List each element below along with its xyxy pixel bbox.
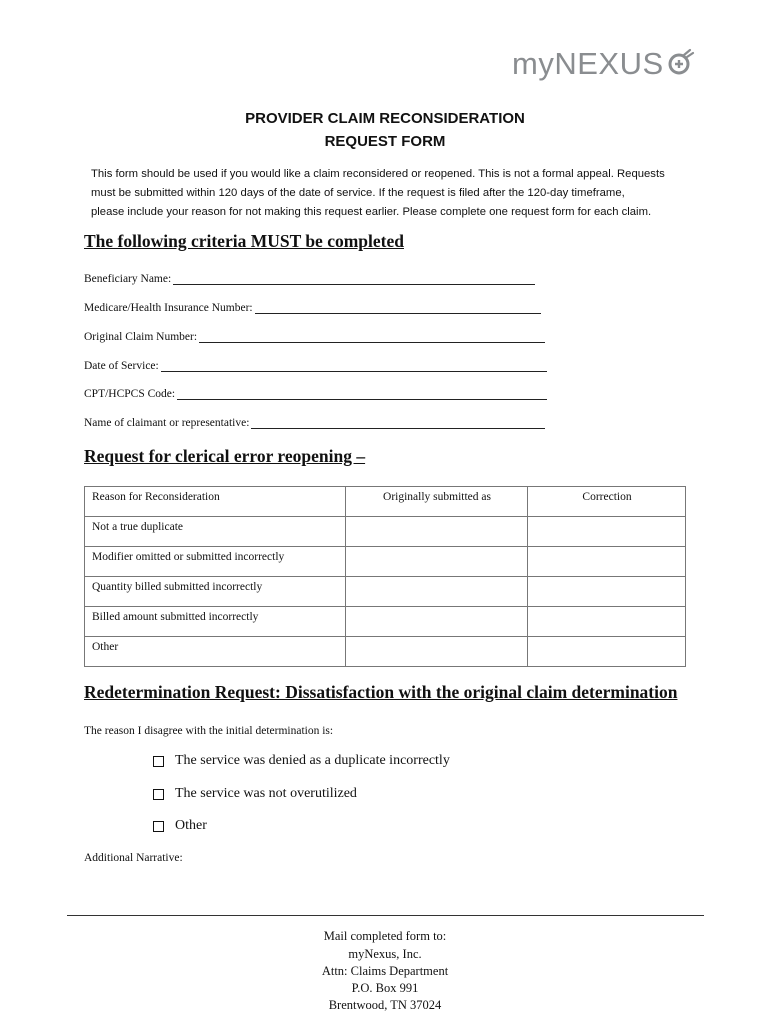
table-row <box>85 517 686 547</box>
row-reason: Billed amount submitted incorrectly <box>85 607 346 637</box>
disagree-prompt: The reason I disagree with the initial determination is: <box>84 725 334 737</box>
field-line[interactable] <box>161 360 547 372</box>
row-reason: Quantity billed submitted incorrectly <box>85 577 346 607</box>
correction-cell[interactable] <box>528 577 686 607</box>
field-label: Medicare/Health Insurance Number: <box>84 302 253 314</box>
originally-submitted-cell[interactable] <box>346 577 528 607</box>
additional-narrative-label: Additional Narrative: <box>84 852 183 864</box>
cpt-hcpcs-code-field[interactable] <box>84 388 547 400</box>
field-label: Name of claimant or representative: <box>84 417 250 429</box>
insurance-number-field[interactable] <box>84 302 541 314</box>
row-reason: Modifier omitted or submitted incorrectly <box>85 547 346 577</box>
option-label: Other <box>175 818 207 833</box>
logo-emblem-icon <box>666 47 696 77</box>
checkbox[interactable] <box>153 789 164 800</box>
checkbox[interactable] <box>153 821 164 832</box>
originally-submitted-cell[interactable] <box>346 607 528 637</box>
mail-address-line: P.O. Box 991 <box>351 981 419 995</box>
column-header-reason: Reason for Reconsideration <box>85 487 346 517</box>
claimant-name-field[interactable] <box>84 417 545 429</box>
column-header-original: Originally submitted as <box>346 487 528 517</box>
field-line[interactable] <box>173 273 535 285</box>
row-reason: Not a true duplicate <box>85 517 346 547</box>
form-title-line-1: PROVIDER CLAIM RECONSIDERATION <box>245 110 525 127</box>
logo-wordmark: myNEXUS <box>512 46 664 81</box>
column-header-correction: Correction <box>528 487 686 517</box>
originally-submitted-cell[interactable] <box>346 517 528 547</box>
table-row <box>85 607 686 637</box>
mail-address-line: Brentwood, TN 37024 <box>328 998 442 1012</box>
field-label: Date of Service: <box>84 360 159 372</box>
mynexus-logo <box>512 44 696 84</box>
option-label: The service was denied as a duplicate incorrectly <box>175 753 450 768</box>
correction-cell[interactable] <box>528 607 686 637</box>
field-label: CPT/HCPCS Code: <box>84 388 176 400</box>
beneficiary-name-field[interactable] <box>84 273 535 285</box>
field-line[interactable] <box>251 417 545 429</box>
correction-cell[interactable] <box>528 547 686 577</box>
correction-cell[interactable] <box>528 517 686 547</box>
field-line[interactable] <box>255 302 541 314</box>
intro-paragraph <box>91 165 691 222</box>
option-other[interactable] <box>153 818 207 834</box>
form-title-line-2: REQUEST FORM <box>324 133 446 150</box>
row-reason: Other <box>85 637 346 667</box>
date-of-service-field[interactable] <box>84 360 547 372</box>
field-label: Beneficiary Name: <box>84 273 172 285</box>
table-row <box>85 547 686 577</box>
criteria-heading: The following criteria MUST be completed <box>84 231 404 251</box>
mail-heading: Mail completed form to: <box>323 929 447 943</box>
option-label: The service was not overutilized <box>175 786 357 801</box>
correction-cell[interactable] <box>528 637 686 667</box>
field-line[interactable] <box>177 388 547 400</box>
originally-submitted-cell[interactable] <box>346 637 528 667</box>
intro-line: please include your reason for not making this request earlier. Please complete one request form for each claim. <box>91 206 652 218</box>
mail-address-line: myNexus, Inc. <box>348 947 422 961</box>
clerical-error-table <box>84 486 686 667</box>
field-label: Original Claim Number: <box>84 331 198 343</box>
option-overutilized[interactable] <box>153 786 357 802</box>
originally-submitted-cell[interactable] <box>346 547 528 577</box>
option-duplicate[interactable] <box>153 753 450 769</box>
intro-line: must be submitted within 120 days of the date of service. If the request is filed after the 120-day timeframe, <box>91 187 625 199</box>
original-claim-number-field[interactable] <box>84 331 545 343</box>
divider <box>67 915 704 916</box>
table-row <box>85 637 686 667</box>
clerical-heading: Request for clerical error reopening – <box>84 446 366 466</box>
intro-line: This form should be used if you would like a claim reconsidered or reopened. This is not a formal appeal. Requests <box>91 168 665 180</box>
checkbox[interactable] <box>153 756 164 767</box>
mail-address-line: Attn: Claims Department <box>321 964 449 978</box>
field-line[interactable] <box>199 331 545 343</box>
table-header-row <box>85 487 686 517</box>
redetermination-heading: Redetermination Request: Dissatisfaction with the original claim determination <box>84 682 678 702</box>
table-row <box>85 577 686 607</box>
